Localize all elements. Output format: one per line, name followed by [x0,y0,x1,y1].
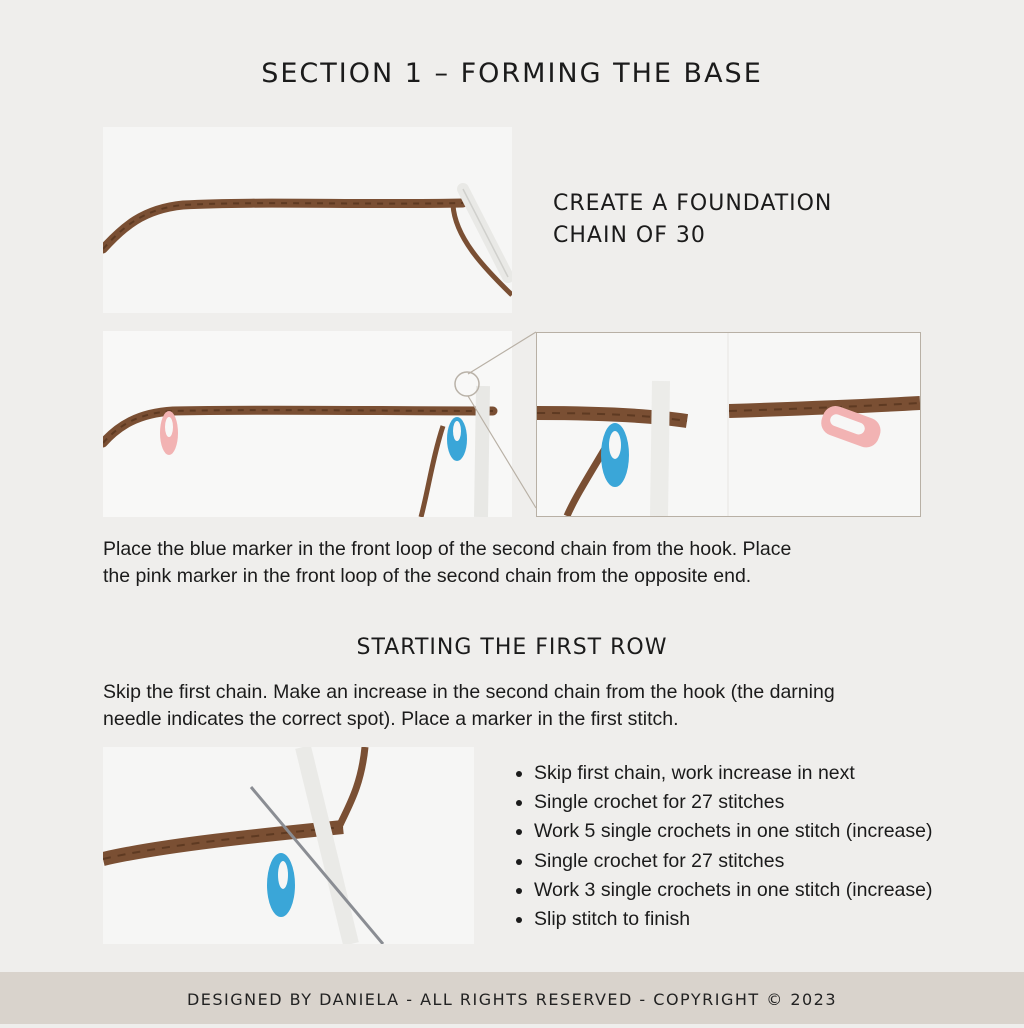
markers-instruction [103,536,1003,590]
section-title: SECTION 1 – FORMING THE BASE [261,58,763,89]
first-row-instruction-line2: needle indicates the correct spot). Place a marker in the first stitch. [103,708,679,730]
foundation-chain-photo [103,127,512,313]
chain-with-markers-photo [103,331,512,517]
list-item: • Work 3 single crochets in one stitch (increase) [534,876,1024,905]
crochet-hook [481,386,483,517]
foundation-chain-label-line2: CHAIN OF 30 [553,223,706,248]
foundation-chain-label [553,188,973,252]
footer-copyright: DESIGNED BY DANIELA - ALL RIGHTS RESERVED - COPYRIGHT © 2023 [0,972,1024,1024]
first-row-photo [103,747,474,944]
blue-stitch-marker [447,417,467,461]
first-row-title: STARTING THE FIRST ROW [356,635,668,660]
zoom-frame [536,332,921,517]
first-row-instruction-line1: Skip the first chain. Make an increase in the second chain from the hook (the darning [103,681,835,703]
yarn-chain-photo [103,127,512,313]
list-item: • Slip stitch to finish [534,905,1024,934]
markers-instruction-line2: the pink marker in the front loop of the second chain from the opposite end. [103,565,752,587]
pink-stitch-marker [160,411,178,455]
markers-instruction-line1: Place the blue marker in the front loop of the second chain from the hook. Place [103,538,792,560]
list-item: • Skip first chain, work increase in next [534,759,1024,788]
list-item: • Work 5 single crochets in one stitch (increase) [534,817,1024,846]
blue-stitch-marker [267,853,295,917]
list-item: • Single crochet for 27 stitches [534,788,1024,817]
first-row-steps-list [512,759,1024,934]
first-row-instruction [103,679,1003,733]
list-item: • Single crochet for 27 stitches [534,847,1024,876]
foundation-chain-label-line1: CREATE A FOUNDATION [553,191,833,216]
